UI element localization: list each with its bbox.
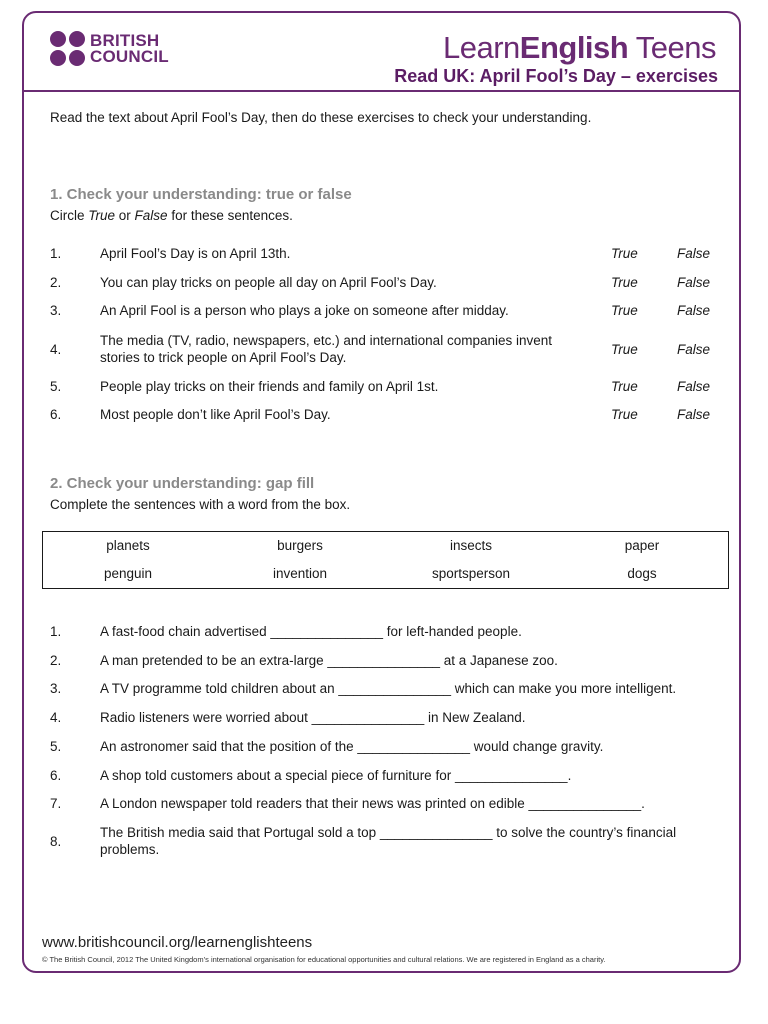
- footer-url[interactable]: www.britishcouncil.org/learnenglishteens: [42, 934, 313, 951]
- gap-item-text: Radio listeners were worried about _______________ in New Zealand.: [100, 709, 526, 725]
- word-box-item: invention: [272, 566, 328, 581]
- gap-item-number: 6.: [50, 767, 62, 783]
- tf-item: [50, 243, 722, 263]
- true-option[interactable]: True: [611, 406, 638, 422]
- word-box-item: paper: [624, 538, 660, 553]
- instruction-true: True: [88, 208, 116, 223]
- gap-item: [50, 707, 722, 727]
- tf-item-number: 5.: [50, 378, 62, 394]
- true-option[interactable]: True: [611, 302, 638, 318]
- learnenglish-teens-brand: [443, 30, 716, 66]
- true-option[interactable]: True: [611, 245, 638, 261]
- gap-item-number: 7.: [50, 795, 62, 811]
- false-option[interactable]: False: [677, 406, 711, 422]
- word-box-item: sportsperson: [431, 566, 511, 581]
- logo-line-1: BRITISH: [90, 30, 160, 50]
- tf-item-text: Most people don’t like April Fool’s Day.: [100, 406, 331, 422]
- british-council-logo: [50, 31, 169, 66]
- false-option[interactable]: False: [677, 274, 711, 290]
- tf-item-text: April Fool’s Day is on April 13th.: [100, 245, 291, 261]
- true-option[interactable]: True: [611, 341, 638, 357]
- false-option[interactable]: False: [677, 341, 711, 357]
- true-option[interactable]: True: [611, 274, 638, 290]
- gap-item-number: 3.: [50, 680, 62, 696]
- brand-learn: Learn: [442, 30, 520, 65]
- tf-item: [50, 330, 722, 368]
- gap-item-text: A shop told customers about a special piece of furniture for _______________.: [100, 767, 572, 783]
- false-option[interactable]: False: [677, 378, 711, 394]
- document-title: Read UK: April Fool’s Day – exercises: [394, 66, 718, 86]
- gap-item-text: A fast-food chain advertised _______________ for left-handed people.: [100, 623, 522, 639]
- tf-item: [50, 272, 722, 292]
- gap-item-text: A London newspaper told readers that their news was printed on edible _______________.: [100, 795, 645, 811]
- brand-english: English: [519, 30, 629, 65]
- brand-teens: Teens: [628, 30, 716, 65]
- header-divider: [24, 90, 741, 92]
- gap-item-number: 4.: [50, 709, 62, 725]
- instruction-false: False: [134, 208, 168, 223]
- gap-item-number: 5.: [50, 738, 62, 754]
- gap-item-text: A TV programme told children about an _______________ which can make you more intelligent.: [100, 680, 677, 696]
- word-box-item: burgers: [277, 538, 323, 553]
- false-option[interactable]: False: [677, 245, 711, 261]
- tf-item: [50, 376, 722, 396]
- tf-item-number: 1.: [50, 245, 62, 261]
- footer-copyright: © The British Council, 2012 The United Kingdom’s international organisation for educational opportunities and cultural relations. We are registered in England as a charity.: [42, 955, 606, 964]
- false-option[interactable]: False: [677, 302, 711, 318]
- gap-item-number: 8.: [50, 833, 62, 849]
- gap-item-text: The British media said that Portugal sold a top _______________ to solve the country’s financial problems.: [100, 825, 677, 857]
- tf-item-text: An April Fool is a person who plays a joke on someone after midday.: [100, 302, 509, 318]
- gap-item-text: A man pretended to be an extra-large _______________ at a Japanese zoo.: [100, 652, 558, 668]
- gap-item: [50, 678, 722, 698]
- tf-item-text: People play tricks on their friends and family on April 1st.: [100, 378, 439, 394]
- tf-item-text: You can play tricks on people all day on April Fool’s Day.: [100, 274, 437, 290]
- word-box-item: penguin: [103, 566, 153, 581]
- section1-instruction: [50, 208, 293, 223]
- section2-heading: 2. Check your understanding: gap fill: [50, 475, 315, 492]
- section1-heading: 1. Check your understanding: true or false: [50, 186, 352, 203]
- gap-item: [50, 765, 722, 785]
- tf-item-number: 4.: [50, 341, 62, 357]
- section2-instruction: Complete the sentences with a word from the box.: [50, 497, 351, 512]
- tf-item: [50, 300, 722, 320]
- instruction-text: or: [115, 208, 135, 223]
- word-box-item: dogs: [627, 566, 657, 581]
- instruction-text: Circle: [50, 208, 89, 223]
- tf-item-number: 6.: [50, 406, 62, 422]
- word-box-item: insects: [449, 538, 493, 553]
- gap-item-number: 1.: [50, 623, 62, 639]
- intro-text: Read the text about April Fool’s Day, then do these exercises to check your understanding.: [50, 110, 592, 125]
- gap-item: [50, 736, 722, 756]
- gap-item-text: An astronomer said that the position of the _______________ would change gravity.: [100, 738, 604, 754]
- gap-item: [50, 793, 722, 813]
- tf-item-text: The media (TV, radio, newspapers, etc.) and international companies invent stories to trick people on April Fool’s Day.: [100, 333, 552, 365]
- tf-item-number: 3.: [50, 302, 62, 318]
- word-box: [42, 531, 729, 589]
- logo-line-2: COUNCIL: [90, 46, 169, 66]
- instruction-text: for these sentences.: [167, 208, 293, 223]
- true-option[interactable]: True: [611, 378, 638, 394]
- gap-item: [50, 650, 722, 670]
- tf-item-number: 2.: [50, 274, 62, 290]
- gap-item: [50, 621, 722, 641]
- logo-dots-icon: [50, 31, 85, 66]
- word-box-item: planets: [106, 538, 150, 553]
- tf-item: [50, 404, 722, 424]
- gap-item: [50, 822, 722, 860]
- gap-item-number: 2.: [50, 652, 62, 668]
